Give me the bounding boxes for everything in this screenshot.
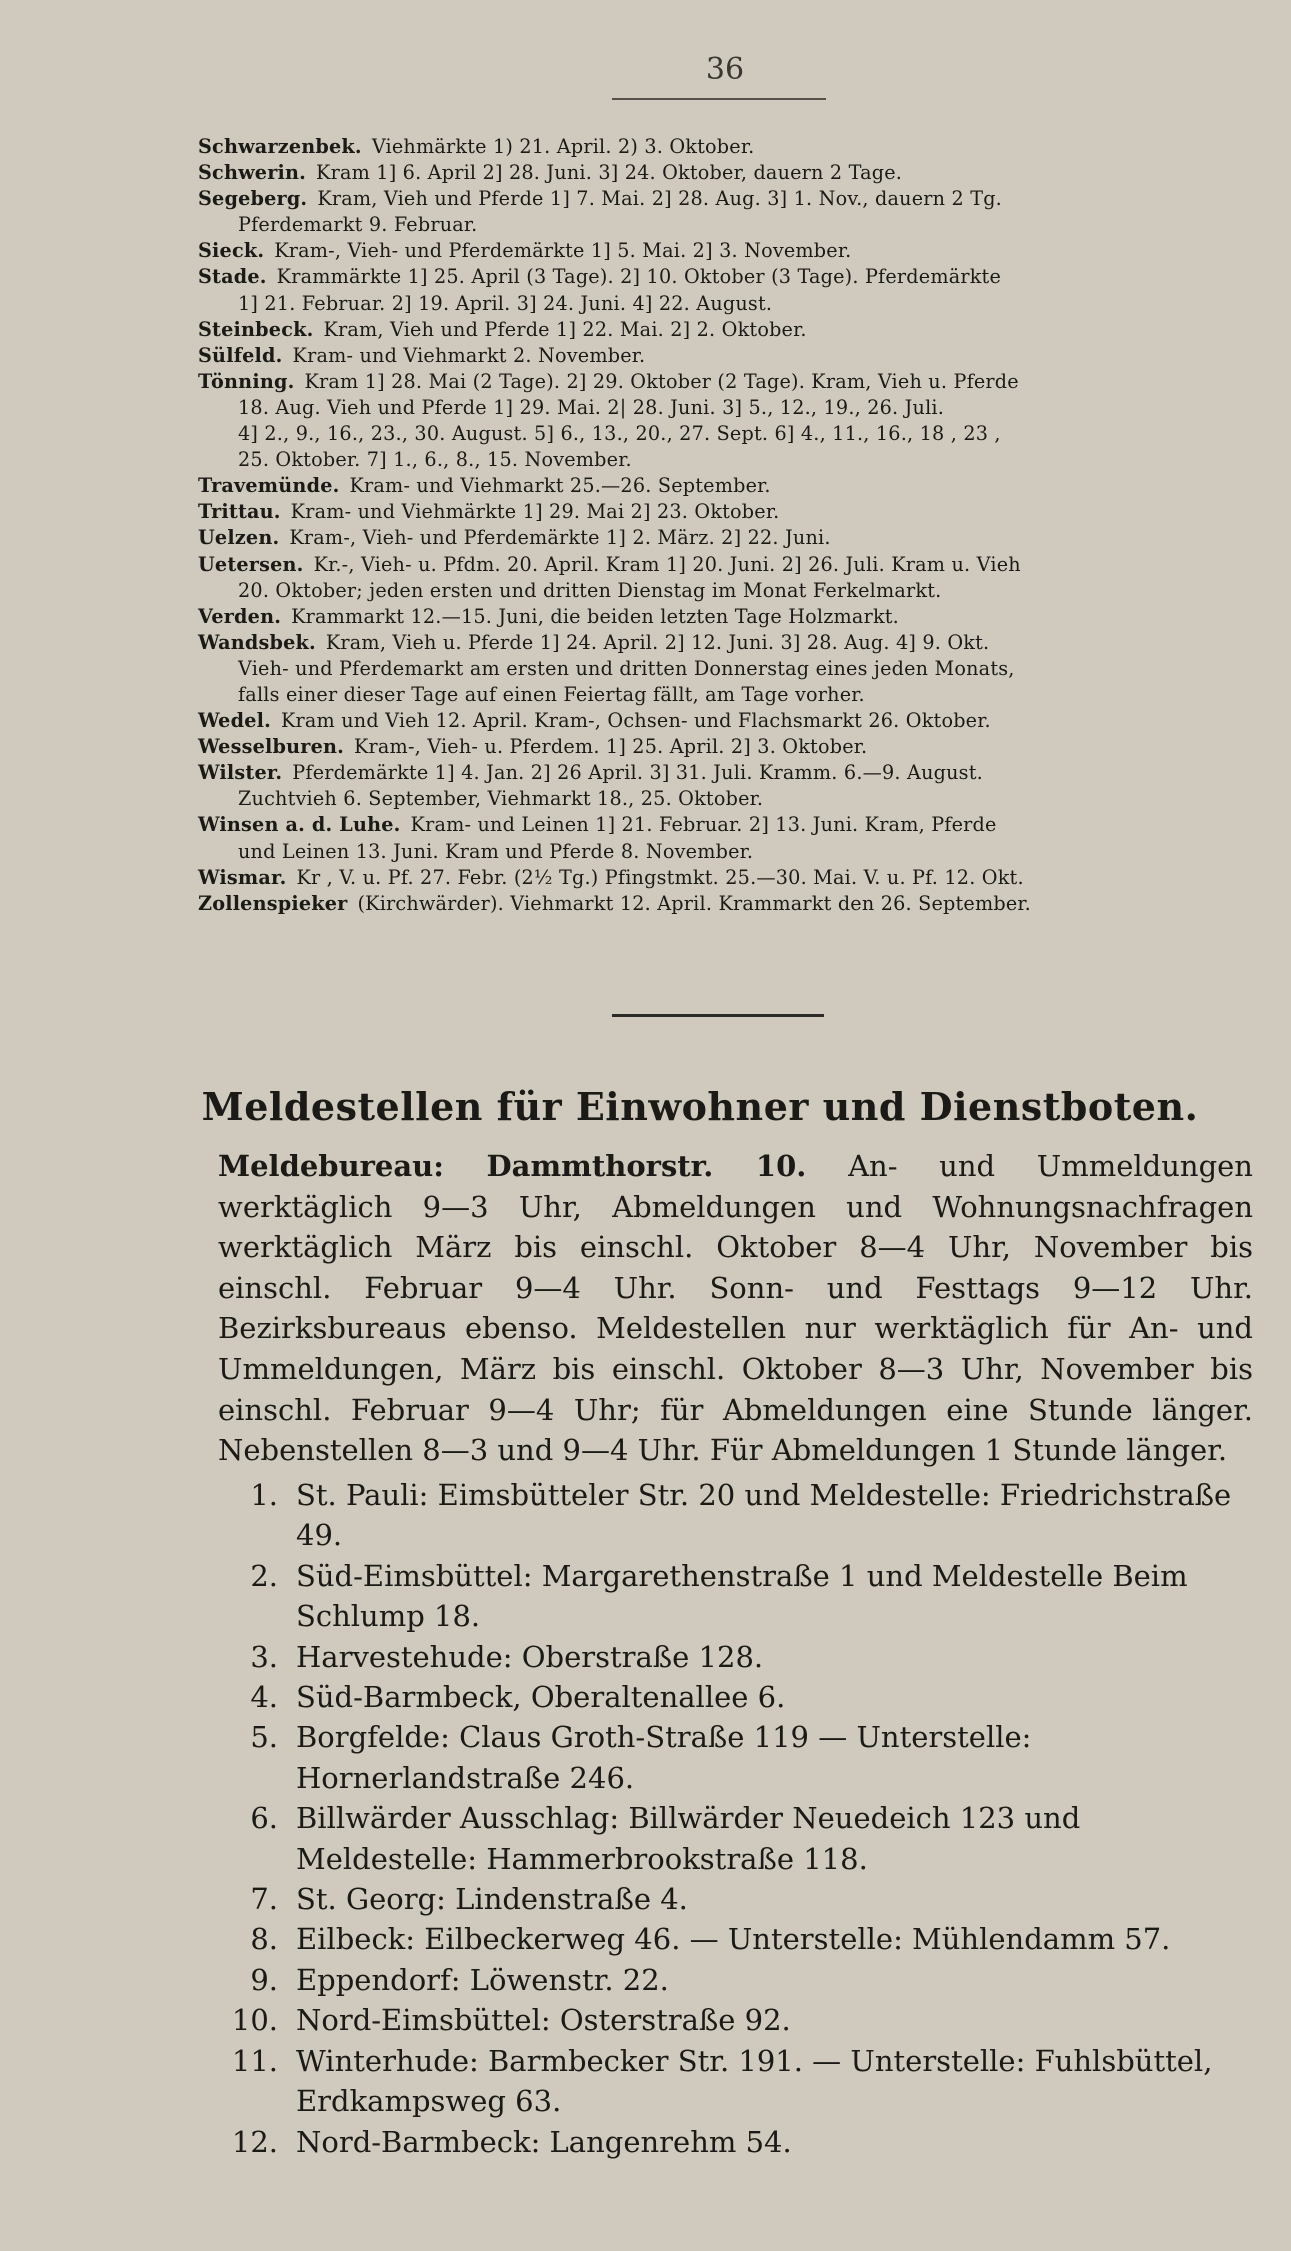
intro-label: Meldebureau: Dammthorstr. 10. <box>218 1149 807 1183</box>
office-address: Harvestehude: Oberstraße 128. <box>296 1639 764 1674</box>
office-item <box>218 1637 1253 1677</box>
office-address: St. Georg: Lindenstraße 4. <box>296 1882 688 1917</box>
market-town: Wilster. <box>198 761 283 785</box>
market-dates: Kram- und Viehmarkt 2. November. <box>292 343 646 367</box>
office-number: 2. <box>250 1558 278 1593</box>
market-dates: Pferdemärkte 1] 4. Jan. 2] 26 April. 3] 31. Juli. Kramm. 6.—9. August. <box>292 761 983 785</box>
market-entry <box>198 134 1253 160</box>
office-number: 9. <box>250 1962 278 1997</box>
office-address: Süd-Barmbeck, Oberaltenallee 6. <box>296 1680 786 1715</box>
market-dates: Kram-, Vieh- u. Pferdem. 1] 25. April. 2] 3. Oktober. <box>354 735 868 759</box>
market-dates-continued: Vieh- und Pferdemarkt am ersten und dritten Donnerstag eines jeden Monats, <box>238 656 1015 680</box>
office-number: 10. <box>231 2003 278 2038</box>
market-entry <box>198 708 1253 734</box>
market-dates: Kram, Vieh und Pferde 1] 7. Mai. 2] 28. Aug. 3] 1. Nov., dauern 2 Tg. <box>317 187 1002 211</box>
market-town: Schwerin. <box>198 161 307 185</box>
office-number: 5. <box>250 1720 278 1755</box>
market-entry <box>198 369 1253 473</box>
market-dates: Kram-, Vieh- und Pferdemärkte 1] 2. März. 2] 22. Juni. <box>289 526 831 550</box>
header-rule <box>612 98 826 100</box>
market-dates-continued: 25. Oktober. 7] 1., 6., 8., 15. November. <box>238 448 632 472</box>
market-list <box>198 134 1253 917</box>
office-item <box>218 1798 1253 1879</box>
market-town: Wismar. <box>198 865 287 889</box>
office-number: 4. <box>250 1680 278 1715</box>
market-dates: Kram und Vieh 12. April. Kram-, Ochsen- und Flachsmarkt 26. Oktober. <box>280 709 991 733</box>
market-town: Tönning. <box>198 369 295 393</box>
page-number: 36 <box>705 52 745 87</box>
market-town: Wandsbek. <box>198 630 316 654</box>
office-number: 6. <box>250 1801 278 1836</box>
office-number: 12. <box>231 2124 278 2159</box>
market-dates-continued: falls einer dieser Tage auf einen Feiertag fällt, am Tage vorher. <box>238 682 865 706</box>
market-entry <box>198 604 1253 630</box>
office-address: Billwärder Ausschlag: Billwärder Neuedeich 123 und Meldestelle: Hammerbrookstraße 118. <box>296 1801 1081 1876</box>
market-entry <box>198 473 1253 499</box>
market-town: Wedel. <box>198 709 271 733</box>
office-item <box>218 1475 1253 1556</box>
market-dates-continued: Pferdemarkt 9. Februar. <box>238 213 478 237</box>
market-entry <box>198 891 1253 917</box>
market-dates: Krammarkt 12.—15. Juni, die beiden letzten Tage Holzmarkt. <box>291 604 899 628</box>
market-town: Zollenspieker <box>198 891 348 915</box>
market-entry <box>198 525 1253 551</box>
office-number: 3. <box>250 1639 278 1674</box>
market-town: Stade. <box>198 265 267 289</box>
market-town: Segeberg. <box>198 187 308 211</box>
market-dates: Kram- und Leinen 1] 21. Februar. 2] 13. Juni. Kram, Pferde <box>410 813 997 837</box>
market-dates-continued: Zuchtvieh 6. September, Viehmarkt 18., 25. Oktober. <box>238 787 764 811</box>
office-number: 1. <box>250 1478 278 1512</box>
office-address: Nord-Barmbeck: Langenrehm 54. <box>296 2124 792 2159</box>
market-town: Uelzen. <box>198 526 280 550</box>
section-divider <box>612 1014 824 1017</box>
market-entry <box>198 264 1253 316</box>
office-number: 7. <box>250 1882 278 1917</box>
office-item <box>218 2122 1253 2162</box>
market-entry <box>198 630 1253 708</box>
market-dates: Kr , V. u. Pf. 27. Febr. (2½ Tg.) Pfingstmkt. 25.—30. Mai. V. u. Pf. 12. Okt. <box>296 865 1024 889</box>
market-dates: Kram- und Viehmärkte 1] 29. Mai 2] 23. Oktober. <box>290 500 780 524</box>
market-dates: Kram- und Viehmarkt 25.—26. September. <box>349 474 771 498</box>
office-item <box>218 1879 1253 1919</box>
section-title: Meldestellen für Einwohner und Dienstboten. <box>201 1084 1199 1129</box>
office-address: Eppendorf: Löwenstr. 22. <box>296 1962 669 1997</box>
market-entry <box>198 317 1253 343</box>
market-town: Winsen a. d. Luhe. <box>198 813 401 837</box>
market-town: Uetersen. <box>198 552 304 576</box>
office-list <box>218 1475 1253 2162</box>
office-item <box>218 2000 1253 2040</box>
office-address: St. Pauli: Eimsbütteler Str. 20 und Meldestelle: Friedrichstraße 49. <box>296 1478 1232 1553</box>
market-entry <box>198 499 1253 525</box>
office-item <box>218 2041 1253 2122</box>
office-item <box>218 1717 1253 1798</box>
market-town: Schwarzenbek. <box>198 135 362 158</box>
market-dates: Kram, Vieh u. Pferde 1] 24. April. 2] 12. Juni. 3] 28. Aug. 4] 9. Okt. <box>325 630 990 654</box>
section-intro <box>218 1146 1253 1471</box>
market-dates: Kr.-, Vieh- u. Pfdm. 20. April. Kram 1] 20. Juni. 2] 26. Juli. Kram u. Vieh <box>313 552 1021 576</box>
market-entry <box>198 734 1253 760</box>
market-entry <box>198 343 1253 369</box>
office-address: Winterhude: Barmbecker Str. 191. — Unterstelle: Fuhlsbüttel, Erdkampsweg 63. <box>296 2043 1213 2119</box>
office-address: Borgfelde: Claus Groth-Straße 119 — Unterstelle: Hornerlandstraße 246. <box>296 1720 1032 1795</box>
office-address: Nord-Eimsbüttel: Osterstraße 92. <box>296 2003 791 2038</box>
market-town: Sülfeld. <box>198 343 283 367</box>
market-dates: Kram, Vieh und Pferde 1] 22. Mai. 2] 2. Oktober. <box>323 317 807 341</box>
market-town: Wesselburen. <box>198 735 345 759</box>
market-entry <box>198 760 1253 812</box>
intro-text: An- und Ummeldungen werktäglich 9—3 Uhr, Abmeldungen und Wohnungsnachfragen werktäglich März bis einschl. Oktober 8—4 Uhr, November bis einschl. Februar 9—4 Uhr. Sonn- und Festtags 9—12 Uhr. Bezirksbureaus ebenso. Meldestellen nur werktäglich für An- und Ummeldungen, März bis einschl. Oktober 8—3 Uhr, November bis einschl. Februar 9—4 Uhr; für Abmeldungen eine Stunde länger. Nebenstellen 8—3 und 9—4 Uhr. Für Abmeldungen 1 Stunde länger. <box>218 1149 1253 1468</box>
market-dates: (Kirchwärder). Viehmarkt 12. April. Krammarkt den 26. September. <box>357 891 1031 915</box>
market-dates-continued: 4] 2., 9., 16., 23., 30. August. 5] 6., 13., 20., 27. Sept. 6] 4., 11., 16., 18 , 23 , <box>238 422 1001 446</box>
market-dates: Kram-, Vieh- und Pferdemärkte 1] 5. Mai. 2] 3. November. <box>274 239 852 263</box>
market-dates-continued: 20. Oktober; jeden ersten und dritten Dienstag im Monat Ferkelmarkt. <box>238 578 942 602</box>
market-entry <box>198 552 1253 604</box>
market-town: Sieck. <box>198 239 265 263</box>
market-entry <box>198 812 1253 864</box>
market-dates: Kram 1] 28. Mai (2 Tage). 2] 29. Oktober (2 Tage). Kram, Vieh u. Pferde <box>304 369 1019 393</box>
office-number: 8. <box>250 1922 278 1957</box>
office-number: 11. <box>231 2043 278 2078</box>
market-town: Steinbeck. <box>198 317 314 341</box>
market-dates: Krammärkte 1] 25. April (3 Tage). 2] 10. Oktober (3 Tage). Pferdemärkte <box>276 265 1002 289</box>
market-entry <box>198 186 1253 238</box>
office-item <box>218 1960 1253 2000</box>
market-town: Trittau. <box>198 500 281 524</box>
market-entry <box>198 865 1253 891</box>
market-dates-continued: 18. Aug. Vieh und Pferde 1] 29. Mai. 2| 28. Juni. 3] 5., 12., 19., 26. Juli. <box>238 395 945 419</box>
market-dates-continued: 1] 21. Februar. 2] 19. April. 3] 24. Juni. 4] 22. August. <box>238 291 773 315</box>
office-item <box>218 1919 1253 1959</box>
market-town: Travemünde. <box>198 474 340 498</box>
market-dates: Viehmärkte 1) 21. April. 2) 3. Oktober. <box>371 135 755 158</box>
office-item <box>218 1677 1253 1717</box>
office-address: Süd-Eimsbüttel: Margarethenstraße 1 und Meldestelle Beim Schlump 18. <box>296 1558 1188 1634</box>
market-dates: Kram 1] 6. April 2] 28. Juni. 3] 24. Oktober, dauern 2 Tage. <box>316 161 903 185</box>
office-item <box>218 1556 1253 1637</box>
market-entry <box>198 238 1253 264</box>
office-address: Eilbeck: Eilbeckerweg 46. — Unterstelle: Mühlendamm 57. <box>296 1922 1171 1957</box>
market-dates-continued: und Leinen 13. Juni. Kram und Pferde 8. November. <box>238 839 754 863</box>
market-town: Verden. <box>198 604 282 628</box>
market-entry <box>198 160 1253 186</box>
